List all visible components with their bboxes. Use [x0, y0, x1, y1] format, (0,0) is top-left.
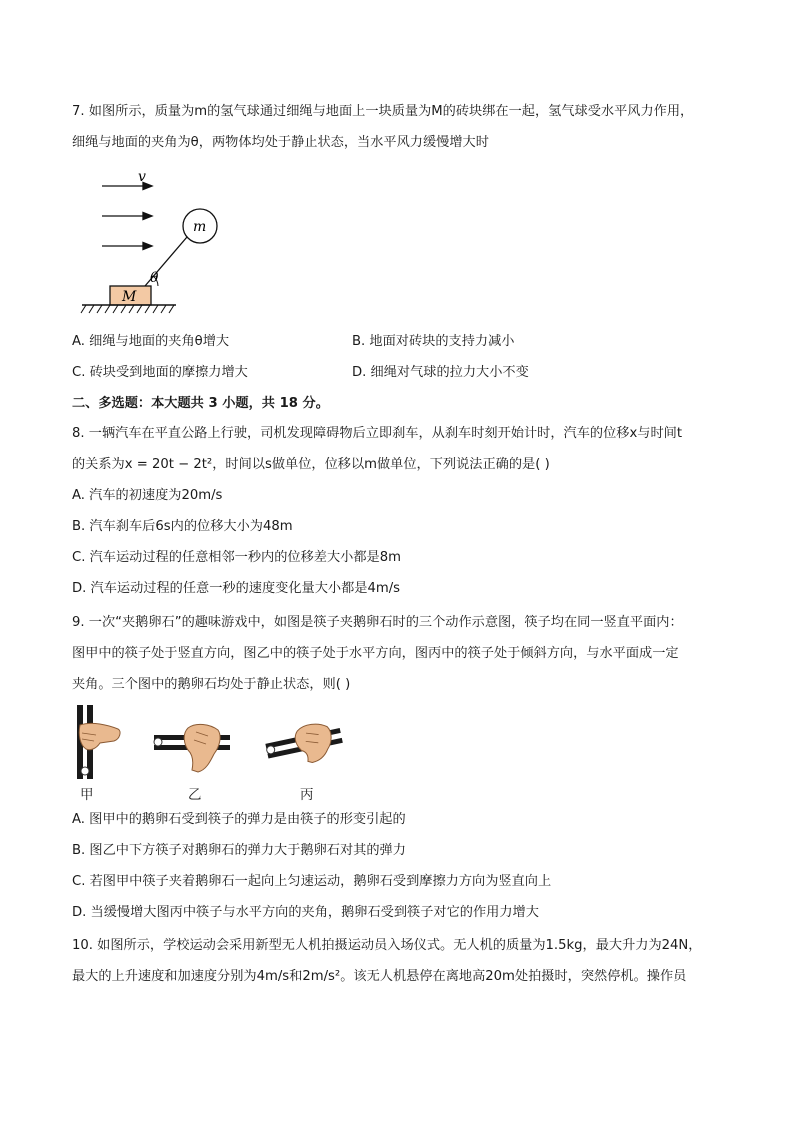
q9-option-a: A. 图甲中的鹅卵石受到筷子的弹力是由筷子的形变引起的	[72, 812, 406, 827]
q9-stem-line1: 9. 一次“夹鹅卵石”的趣味游戏中，如图是筷子夹鹅卵石时的三个动作示意图，筷子均在同一竖直平面内：	[72, 615, 683, 630]
q9-figure-jia	[70, 703, 130, 783]
q8-stem-line2: 的关系为x = 20t − 2t²，时间以s做单位，位移以m做单位，下列说法正确的是( )	[72, 457, 550, 472]
q7-stem-line1: 7. 如图所示，质量为m的氢气球通过细绳与地面上一块质量为M的砖块绑在一起，氢气球受水平风力作用，	[72, 104, 694, 119]
q9-option-d: D. 当缓慢增大图丙中筷子与水平方向的夹角，鹅卵石受到筷子对它的作用力增大	[72, 905, 539, 920]
q9-option-c: C. 若图甲中筷子夹着鹅卵石一起向上匀速运动，鹅卵石受到摩擦力方向为竖直向上	[72, 874, 552, 889]
q9-figure-bing	[262, 718, 344, 768]
q9-figure-yi	[148, 718, 234, 774]
q8-option-c: C. 汽车运动过程的任意相邻一秒内的位移差大小都是8m	[72, 550, 401, 565]
q8-option-d: D. 汽车运动过程的任意一秒的速度变化量大小都是4m/s	[72, 581, 401, 596]
q7-stem-line2: 细绳与地面的夹角为θ，两物体均处于静止状态，当水平风力缓慢增大时	[72, 135, 489, 150]
q9-option-b: B. 图乙中下方筷子对鹅卵石的弹力大于鹅卵石对其的弹力	[72, 843, 406, 858]
q7-option-d: D. 细绳对气球的拉力大小不变	[352, 365, 529, 380]
q9-stem-line2: 图甲中的筷子处于竖直方向，图乙中的筷子处于水平方向，图丙中的筷子处于倾斜方向，与水平面成一定	[72, 646, 679, 661]
q7-balloon-figure	[80, 168, 250, 316]
q7-fig-M-label: M	[122, 289, 137, 305]
q7-fig-theta-label: θ	[150, 270, 159, 286]
q8-option-b: B. 汽车刹车后6s内的位移大小为48m	[72, 519, 293, 534]
q9-stem-line3: 夹角。三个图中的鹅卵石均处于静止状态，则( )	[72, 677, 351, 692]
section-header-multiple-choice: 二、多选题：本大题共 3 小题，共 18 分。	[72, 396, 329, 411]
q7-option-c: C. 砖块受到地面的摩擦力增大	[72, 365, 248, 380]
q9-caption-jia: 甲	[80, 787, 94, 803]
q7-option-a: A. 细绳与地面的夹角θ增大	[72, 334, 230, 349]
q10-stem-line2: 最大的上升速度和加速度分别为4m/s和2m/s²。该无人机悬停在离地高20m处拍摄时，突然停机。操作员	[72, 969, 687, 984]
q10-stem-line1: 10. 如图所示，学校运动会采用新型无人机拍摄运动员入场仪式。无人机的质量为1.5kg，最大升力为24N，	[72, 938, 702, 953]
q9-caption-yi: 乙	[188, 787, 202, 803]
q8-option-a: A. 汽车的初速度为20m/s	[72, 488, 223, 503]
q7-fig-v-label: v	[138, 169, 146, 185]
q8-stem-line1: 8. 一辆汽车在平直公路上行驶，司机发现障碍物后立即刹车，从刹车时刻开始计时，汽车的位移x与时间t	[72, 426, 682, 441]
q7-option-b: B. 地面对砖块的支持力减小	[352, 334, 515, 349]
q7-fig-m-label: m	[193, 219, 207, 235]
q9-caption-bing: 丙	[300, 787, 314, 803]
